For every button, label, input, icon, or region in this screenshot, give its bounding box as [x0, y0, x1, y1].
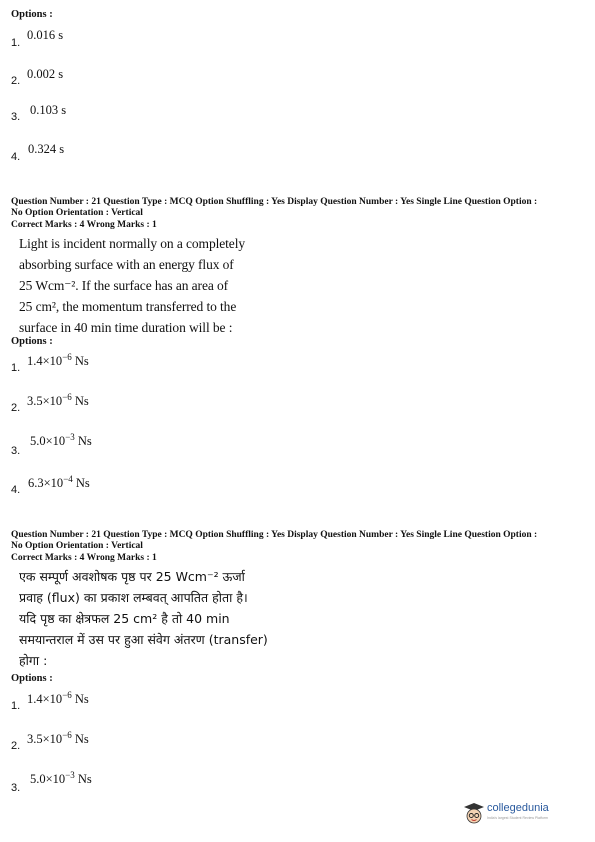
option-exponent: −6 [62, 690, 72, 700]
option-unit: Ns [74, 772, 92, 787]
option-number: 1. [11, 700, 21, 712]
collegedunia-logo [463, 800, 583, 828]
question-meta-line: No Option Orientation : Vertical [11, 541, 143, 551]
option-number: 4. [11, 151, 21, 163]
question-line: surface in 40 min time duration will be : [19, 320, 233, 335]
option-unit: Ns [71, 394, 89, 409]
option-value [30, 770, 92, 787]
option-number: 2. [11, 402, 21, 414]
graduate-mascot-icon [463, 802, 485, 826]
option-value: 0.324 s [28, 142, 65, 156]
option-unit: Ns [71, 732, 89, 747]
option-unit: Ns [71, 692, 89, 707]
question-meta [11, 197, 586, 219]
option-exponent: −3 [65, 770, 75, 780]
option-unit: Ns [74, 434, 92, 449]
question-line: 25 Wcm⁻². If the surface has an area of [19, 278, 229, 293]
option-value: 0.002 s [27, 67, 64, 81]
option-exponent: −6 [62, 730, 72, 740]
option-number: 2. [11, 740, 21, 752]
option-number: 3. [11, 111, 21, 123]
question-line: Light is incident normally on a completely [19, 236, 245, 251]
option-mantissa: 1.4×10 [27, 692, 63, 707]
option-value [28, 474, 90, 491]
question-text [19, 233, 264, 338]
option-exponent: −6 [62, 352, 72, 362]
question-meta-line: Question Number : 21 Question Type : MCQ Option Shuffling : Yes Display Question Number : Yes Single Line Question Option : [11, 530, 538, 540]
question-meta-line: No Option Orientation : Vertical [11, 208, 143, 218]
option-number: 3. [11, 782, 21, 794]
question-line: समयान्तराल में उस पर हुआ संवेग अंतरण (transfer) [19, 632, 268, 647]
options-label: Options : [11, 673, 53, 684]
logo-name: collegedunia [487, 802, 549, 814]
question-line: होगा : [19, 653, 48, 668]
option-number: 2. [11, 75, 21, 87]
option-mantissa: 1.4×10 [27, 354, 63, 369]
option-unit: Ns [71, 354, 89, 369]
option-number: 4. [11, 484, 21, 496]
option-exponent: −3 [65, 432, 75, 442]
option-value [27, 392, 89, 409]
options-label: Options : [11, 336, 53, 347]
question-text [19, 566, 281, 671]
option-number: 3. [11, 445, 21, 457]
question-line: absorbing surface with an energy flux of [19, 257, 234, 272]
question-line: 25 cm², the momentum transferred to the [19, 299, 237, 314]
question-meta [11, 530, 586, 552]
option-mantissa: 3.5×10 [27, 394, 63, 409]
option-mantissa: 5.0×10 [30, 772, 66, 787]
question-line: यदि पृष्ठ का क्षेत्रफल 25 cm² है तो 40 min [19, 611, 230, 626]
question-line: एक सम्पूर्ण अवशोषक पृष्ठ पर 25 Wcm⁻² ऊर्जा [19, 569, 245, 584]
options-label: Options : [11, 9, 53, 20]
marks-info: Correct Marks : 4 Wrong Marks : 1 [11, 220, 157, 230]
option-mantissa: 3.5×10 [27, 732, 63, 747]
option-value [27, 352, 89, 369]
option-value [30, 432, 92, 449]
option-exponent: −4 [63, 474, 73, 484]
option-number: 1. [11, 37, 21, 49]
question-line: प्रवाह (flux) का प्रकाश लम्बवत् आपतित होता है। [19, 590, 248, 605]
option-mantissa: 5.0×10 [30, 434, 66, 449]
option-unit: Ns [72, 476, 90, 491]
option-value: 0.016 s [27, 28, 64, 42]
option-value: 0.103 s [30, 103, 67, 117]
marks-info: Correct Marks : 4 Wrong Marks : 1 [11, 553, 157, 563]
option-value [27, 730, 89, 747]
option-exponent: −6 [62, 392, 72, 402]
question-meta-line: Question Number : 21 Question Type : MCQ Option Shuffling : Yes Display Question Number : Yes Single Line Question Option : [11, 197, 538, 207]
option-number: 1. [11, 362, 21, 374]
option-value [27, 690, 89, 707]
option-mantissa: 6.3×10 [28, 476, 64, 491]
logo-tagline: India's largest Student Review Platform [487, 816, 548, 820]
